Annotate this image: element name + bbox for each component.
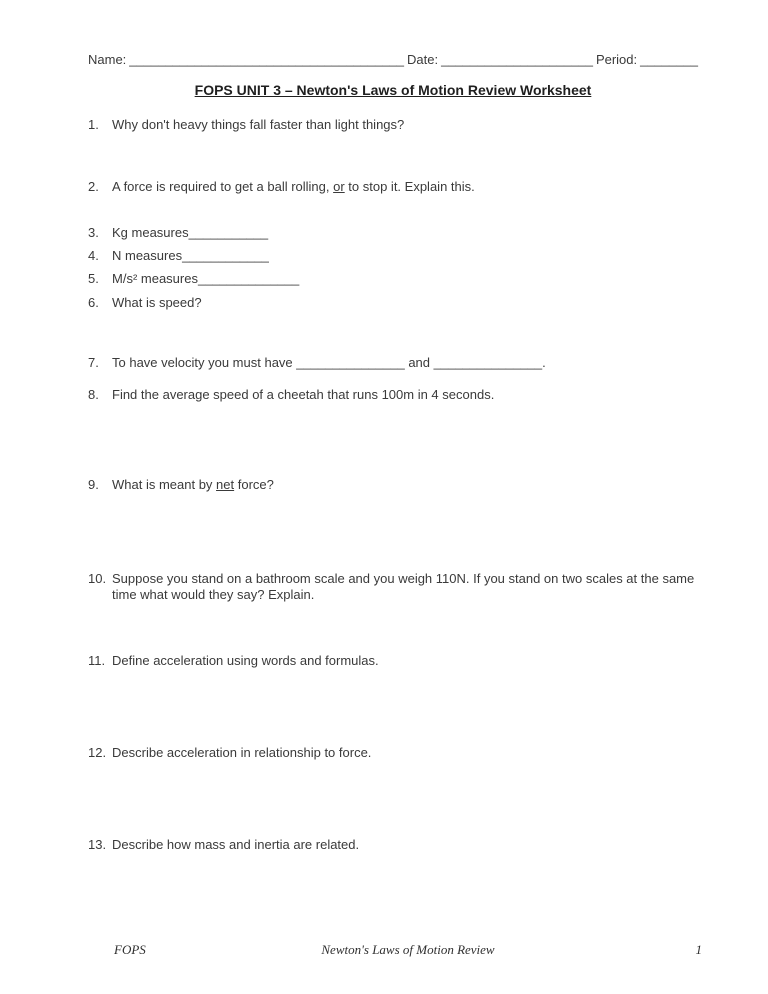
question-row-3: [88, 225, 698, 241]
question-number: 13.: [88, 837, 107, 852]
question-text: Define acceleration using words and formulas.: [112, 653, 379, 668]
question-row-11: [88, 653, 698, 669]
question-text: [112, 477, 698, 493]
page-footer: [0, 942, 768, 958]
footer-document-code: FOPS: [114, 942, 146, 957]
question-number: 3.: [88, 225, 99, 240]
date-blank-line: _____________________: [441, 52, 593, 67]
question-text: Why don't heavy things fall faster than light things?: [112, 117, 405, 132]
question-text-segment: force?: [234, 477, 274, 492]
worksheet-title: FOPS UNIT 3 – Newton's Laws of Motion Review Worksheet: [194, 82, 592, 98]
period-label: Period:: [595, 52, 638, 67]
date-field-group: [407, 52, 593, 68]
footer-document-title: Newton's Laws of Motion Review: [321, 942, 495, 957]
name-field-group: [88, 52, 404, 68]
question-number: 4.: [88, 248, 99, 263]
question-text-underlined: or: [333, 179, 345, 194]
period-blank-line: ________: [640, 52, 698, 67]
question-row-5: [88, 271, 698, 287]
question-number: 8.: [88, 387, 99, 402]
question-number: 9.: [88, 477, 99, 492]
header-fill-in-line: [88, 52, 698, 68]
period-field-group: [596, 52, 698, 68]
question-row-4: [88, 248, 698, 264]
question-row-9: [88, 477, 698, 493]
question-text: M/s² measures______________: [112, 271, 300, 286]
question-number: 12.: [88, 745, 107, 760]
question-number: 5.: [88, 271, 99, 286]
question-text-segment: What is meant by: [112, 477, 217, 492]
question-number: 2.: [88, 179, 99, 194]
question-text-underlined: net: [216, 477, 235, 492]
question-number: 7.: [88, 355, 99, 370]
question-text: Describe how mass and inertia are related.: [112, 837, 360, 852]
question-number: 11.: [88, 653, 106, 668]
question-row-1: [88, 117, 698, 133]
question-number: 6.: [88, 295, 99, 310]
question-row-10: [88, 571, 698, 603]
question-text: Describe acceleration in relationship to force.: [112, 745, 372, 760]
question-number: 10.: [88, 571, 107, 586]
question-text: Suppose you stand on a bathroom scale and you weigh 110N. If you stand on two scales at the same time what would they say? Explain.: [112, 571, 695, 602]
question-row-8: [88, 387, 698, 403]
question-text: Kg measures___________: [112, 225, 269, 240]
question-text-segment: to stop it. Explain this.: [344, 179, 475, 194]
question-number: 1.: [88, 117, 99, 132]
question-row-12: [88, 745, 698, 761]
question-row-7: [88, 355, 698, 371]
footer-page-number: 1: [695, 942, 702, 957]
question-row-6: [88, 295, 698, 311]
name-blank-line: ______________________________________: [129, 52, 405, 67]
question-row-2: [88, 179, 698, 195]
name-label: Name:: [88, 52, 127, 67]
date-label: Date:: [407, 52, 439, 67]
question-text: Find the average speed of a cheetah that runs 100m in 4 seconds.: [112, 387, 495, 402]
question-text: N measures____________: [112, 248, 269, 263]
question-text-segment: A force is required to get a ball rolling,: [112, 179, 334, 194]
question-text: [112, 179, 698, 195]
question-text: What is speed?: [112, 295, 202, 310]
question-text: To have velocity you must have _______________ and _______________.: [112, 355, 546, 370]
question-row-13: [88, 837, 698, 853]
